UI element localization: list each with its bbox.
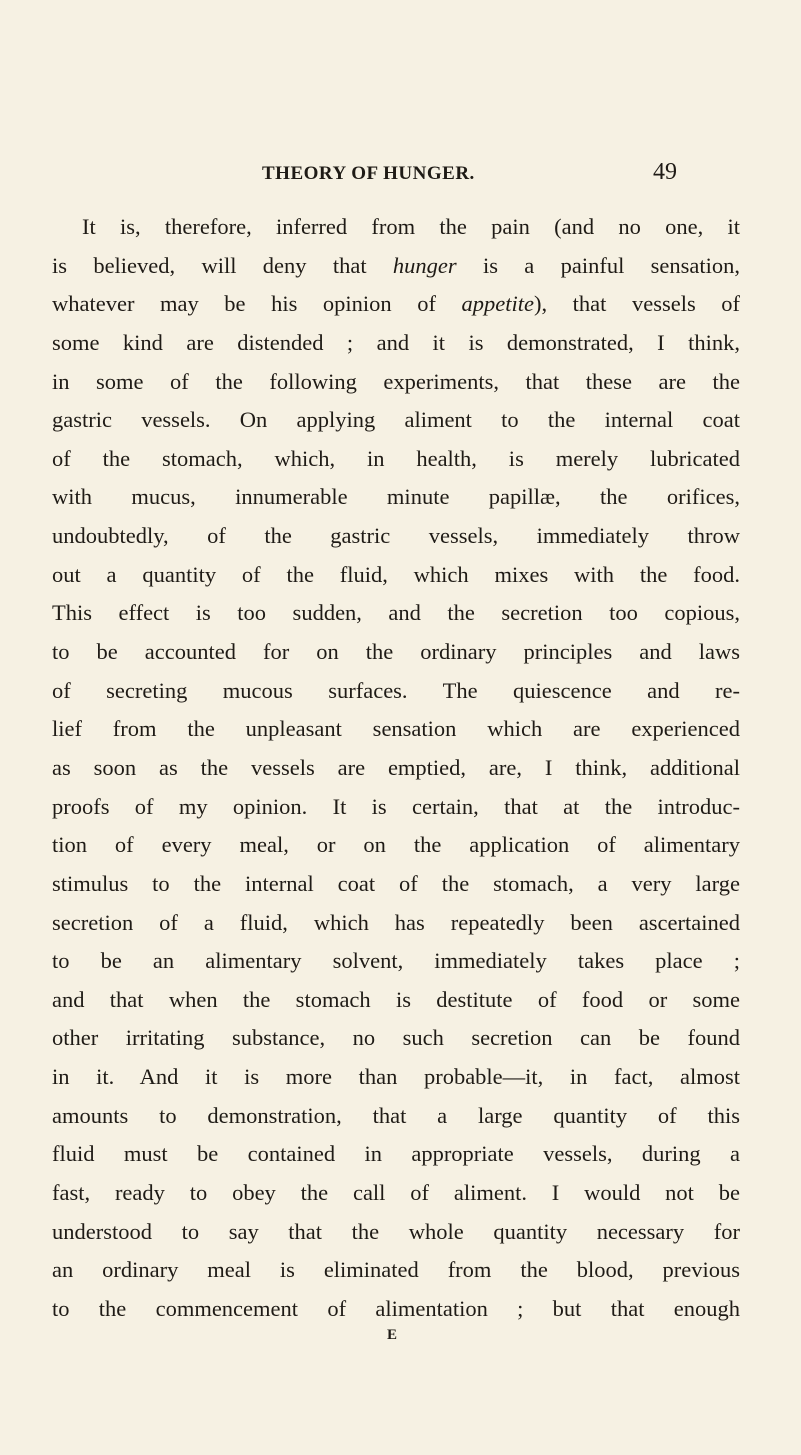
text-line: in it. And it is more than probable—it, in fact, almost xyxy=(52,1064,740,1090)
text-line: and that when the stomach is destitute of food or some xyxy=(52,986,740,1012)
text-line: with mucus, innumerable minute papillæ, the orifices, xyxy=(52,484,740,510)
emphasized-word-appetite: appetite xyxy=(461,291,534,317)
text-line: some kind are distended ; and it is demonstrated, I think, xyxy=(52,329,740,355)
text-run: ), that vessels of xyxy=(534,291,741,317)
text-line: This effect is too sudden, and the secretion too copious, xyxy=(52,600,740,626)
text-line: stimulus to the internal coat of the stomach, a very large xyxy=(52,870,740,896)
text-run: whatever may be his opinion of xyxy=(52,291,462,317)
text-line: out a quantity of the fluid, which mixes with the food. xyxy=(52,561,740,587)
text-line: fast, ready to obey the call of aliment. I would not be xyxy=(52,1180,740,1206)
text-line: other irritating substance, no such secretion can be found xyxy=(52,1025,740,1051)
text-line: to be accounted for on the ordinary principles and laws xyxy=(52,639,740,665)
text-line: of the stomach, which, in health, is merely lubricated xyxy=(52,445,740,471)
text-line: to be an alimentary solvent, immediately takes place ; xyxy=(52,948,740,974)
text-line: proofs of my opinion. It is certain, that at the introduc- xyxy=(52,793,740,819)
body-text xyxy=(52,208,740,1329)
text-line xyxy=(52,247,740,286)
text-line: of secreting mucous surfaces. The quiescence and re- xyxy=(52,677,740,703)
page-header xyxy=(0,159,801,193)
text-line: fluid must be contained in appropriate vessels, during a xyxy=(52,1141,740,1167)
text-line: to the commencement of alimentation ; but that enough xyxy=(52,1295,740,1321)
text-line: gastric vessels. On applying aliment to the internal coat xyxy=(52,407,740,433)
text-line: secretion of a fluid, which has repeatedly been ascertained xyxy=(52,909,740,935)
text-run: is believed, will deny that xyxy=(52,252,393,278)
text-line: in some of the following experiments, that these are the xyxy=(52,368,740,394)
signature-mark: E xyxy=(387,1327,398,1343)
running-head: THEORY OF HUNGER. xyxy=(262,163,475,184)
text-line: understood to say that the whole quantity necessary for xyxy=(52,1218,740,1244)
text-line: tion of every meal, or on the application of alimentary xyxy=(52,832,740,858)
page-number: 49 xyxy=(653,159,677,185)
text-line: undoubtedly, of the gastric vessels, immediately throw xyxy=(52,523,740,549)
text-line: lief from the unpleasant sensation which are experienced xyxy=(52,716,740,742)
text-line: an ordinary meal is eliminated from the blood, previous xyxy=(52,1257,740,1283)
text-run: is a painful sensation, xyxy=(456,252,741,278)
text-line: as soon as the vessels are emptied, are, I think, additional xyxy=(52,754,740,780)
text-line xyxy=(52,285,740,324)
emphasized-word-hunger: hunger xyxy=(392,252,457,278)
text-line: amounts to demonstration, that a large quantity of this xyxy=(52,1102,740,1128)
text-line: It is, therefore, inferred from the pain (and no one, it xyxy=(82,214,740,239)
